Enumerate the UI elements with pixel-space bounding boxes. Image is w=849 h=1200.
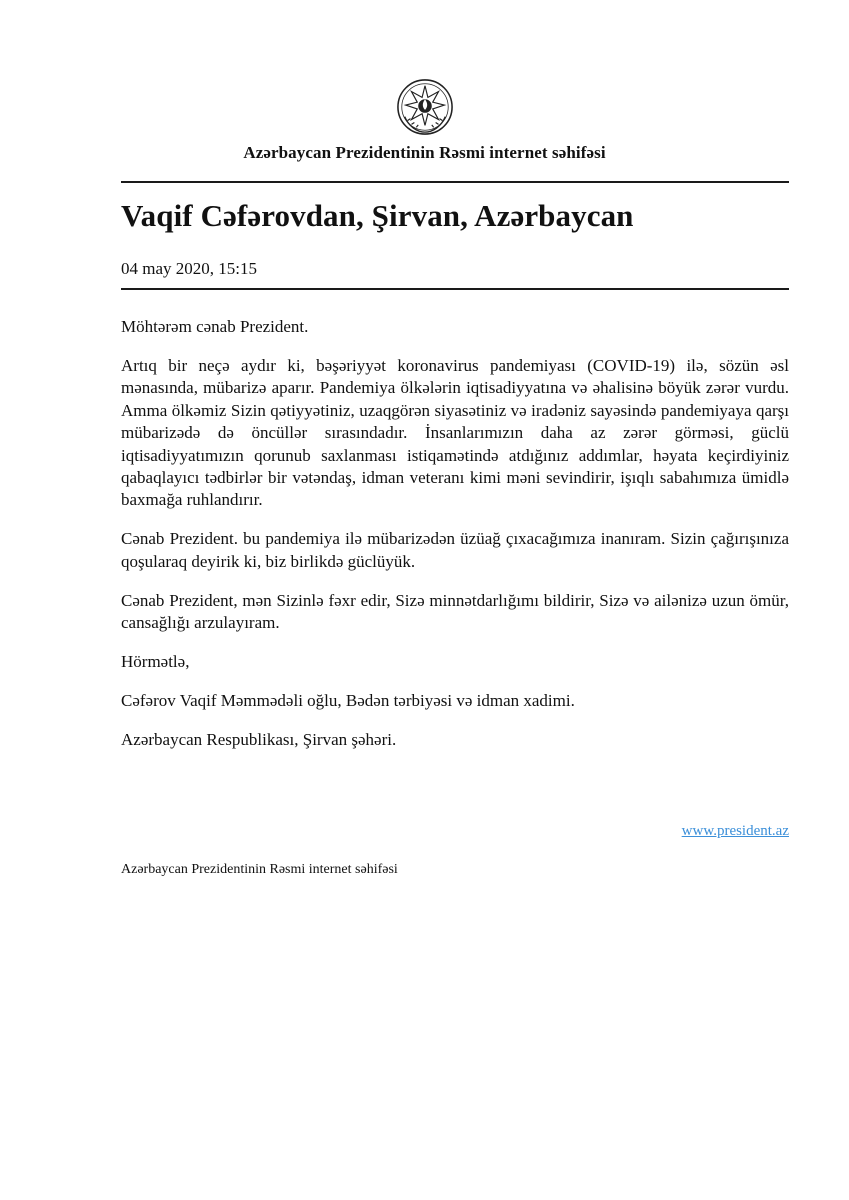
letter-paragraph: Cənab Prezident, mən Sizinlə fəxr edir, Sizə minnətdarlığımı bildirir, Sizə və ailənizə uzun ömür, cansağlığı arzulayıram.	[121, 590, 789, 633]
letter-date: 04 may 2020, 15:15	[121, 259, 257, 278]
azerbaijan-state-emblem-icon	[396, 78, 454, 136]
letter-location: Azərbaycan Respublikası, Şirvan şəhəri.	[121, 730, 397, 750]
president-site-link[interactable]: www.president.az	[681, 823, 789, 839]
letter-signature: Cəfərov Vaqif Məmmədəli oğlu, Bədən tərbiyəsi və idman xadimi.	[121, 691, 575, 711]
letter-closing: Hörmətlə,	[121, 652, 190, 672]
letter-paragraph: Artıq bir neçə aydır ki, bəşəriyyət koronavirus pandemiyası (COVID-19) ilə, sözün əsl mənasında, mübarizə aparır. Pandemiya ölkələrin iqtisadiyyatına və əhalisinə böyük zərər vurdu. Amma ölkəmiz Sizin qətiyyətiniz, uzaqgörən siyasətiniz və iradəniz sayəsində pandemiyaya qarşı mübarizədə də öncüllər sırasındadır. İnsanlarımızın daha az zərər görməsi, güclü iqtisadiyyatımızın qorunub saxlanması istiqamətində atdığınız addımlar, həyata keçirdiyiniz qabaqlayıcı tədbirlər bir vətəndaş, idman veteranı kimi məni sevindirir, işıqlı sabahımıza ümidlə baxmağa ruhlandırır.	[121, 356, 789, 510]
title-divider	[121, 288, 789, 290]
letter-body	[121, 316, 789, 768]
site-header: Azərbaycan Prezidentinin Rəsmi internet səhifəsi	[243, 143, 606, 162]
letter-salutation: Möhtərəm cənab Prezident.	[121, 317, 309, 336]
letter-paragraph: Cənab Prezident. bu pandemiya ilə mübarizədən üzüağ çıxacağımıza inanıram. Sizin çağırışınıza qoşularaq deyirik ki, biz birlikdə güclüyük.	[121, 529, 789, 571]
page-footer: Azərbaycan Prezidentinin Rəsmi internet səhifəsi	[121, 862, 398, 877]
letter-title: Vaqif Cəfərovdan, Şirvan, Azərbaycan	[121, 198, 634, 233]
header-divider	[121, 181, 789, 183]
